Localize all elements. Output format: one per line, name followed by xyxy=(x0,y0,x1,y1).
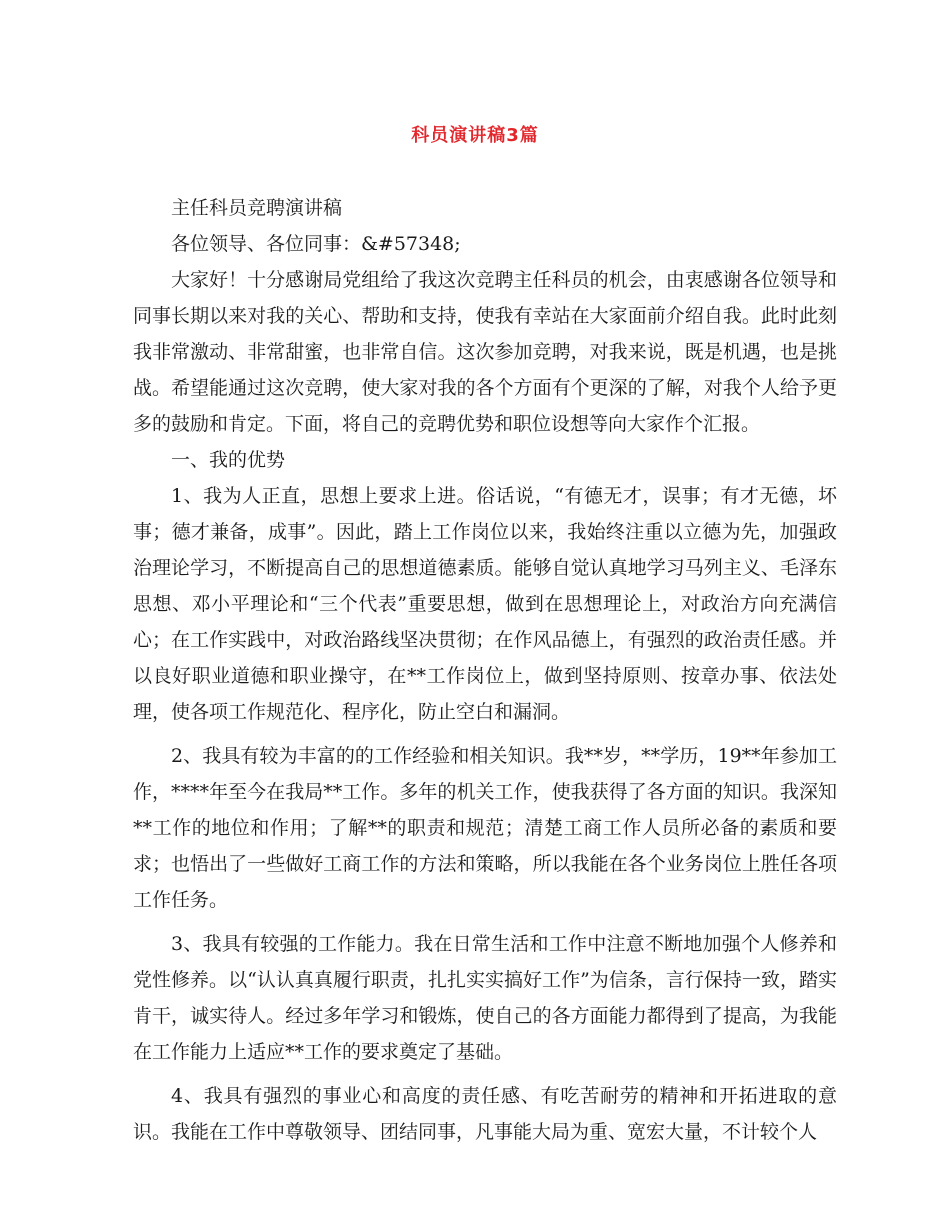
document-title: 科员演讲稿3篇 xyxy=(411,125,539,146)
section-heading: 主任科员竞聘演讲稿 xyxy=(171,197,343,219)
paragraph-point-4: 4、我具有强烈的事业心和高度的责任感、有吃苦耐劳的精神和开拓进取的意识。我能在工作中尊敬领导、团结同事，凡事能大局为重、宽宏大量，不计较个人 xyxy=(133,1085,837,1143)
document-body xyxy=(133,190,837,1150)
paragraph-point-2: 2、我具有较为丰富的的工作经验和相关知识。我**岁，**学历，19**年参加工作，****年至今在我局**工作。多年的机关工作，使我获得了各方面的知识。我深知**工作的地位和作用；了解**的职责和规范；清楚工商工作人员所必备的素质和要求；也悟出了一些做好工商工作的方法和策略，所以我能在各个业务岗位上胜任各项工作任务。 xyxy=(133,745,837,911)
subheading-advantages: 一、我的优势 xyxy=(171,449,286,471)
paragraph-point-1: 1、我为人正直，思想上要求上进。俗话说，“有德无才，误事；有才无德，坏事；德才兼备，成事”。因此，踏上工作岗位以来，我始终注重以立德为先，加强政治理论学习，不断提高自己的思想道德素质。能够自觉认真地学习马列主义、毛泽东思想、邓小平理论和“三个代表”重要思想，做到在思想理论上，对政治方向充满信心；在工作实践中，对政治路线坚决贯彻；在作风品德上，有强烈的政治责任感。并以良好职业道德和职业操守，在**工作岗位上，做到坚持原则、按章办事、依法处理，使各项工作规范化、程序化，防止空白和漏洞。 xyxy=(133,485,837,723)
paragraph-intro: 大家好！十分感谢局党组给了我这次竞聘主任科员的机会，由衷感谢各位领导和同事长期以来对我的关心、帮助和支持，使我有幸站在大家面前介绍自我。此时此刻我非常激动、非常甜蜜，也非常自信。这次参加竞聘，对我来说，既是机遇，也是挑战。希望能通过这次竞聘，使大家对我的各个方面有个更深的了解，对我个人给予更多的鼓励和肯定。下面，将自己的竞聘优势和职位设想等向大家作个汇报。 xyxy=(133,269,837,435)
salutation: 各位领导、各位同事：&#57348; xyxy=(171,233,461,255)
paragraph-point-3: 3、我具有较强的工作能力。我在日常生活和工作中注意不断地加强个人修养和党性修养。以“认认真真履行职责，扎扎实实搞好工作”为信条，言行保持一致，踏实肯干，诚实待人。经过多年学习和锻炼，使自己的各方面能力都得到了提高，为我能在工作能力上适应**工作的要求奠定了基础。 xyxy=(133,933,837,1063)
